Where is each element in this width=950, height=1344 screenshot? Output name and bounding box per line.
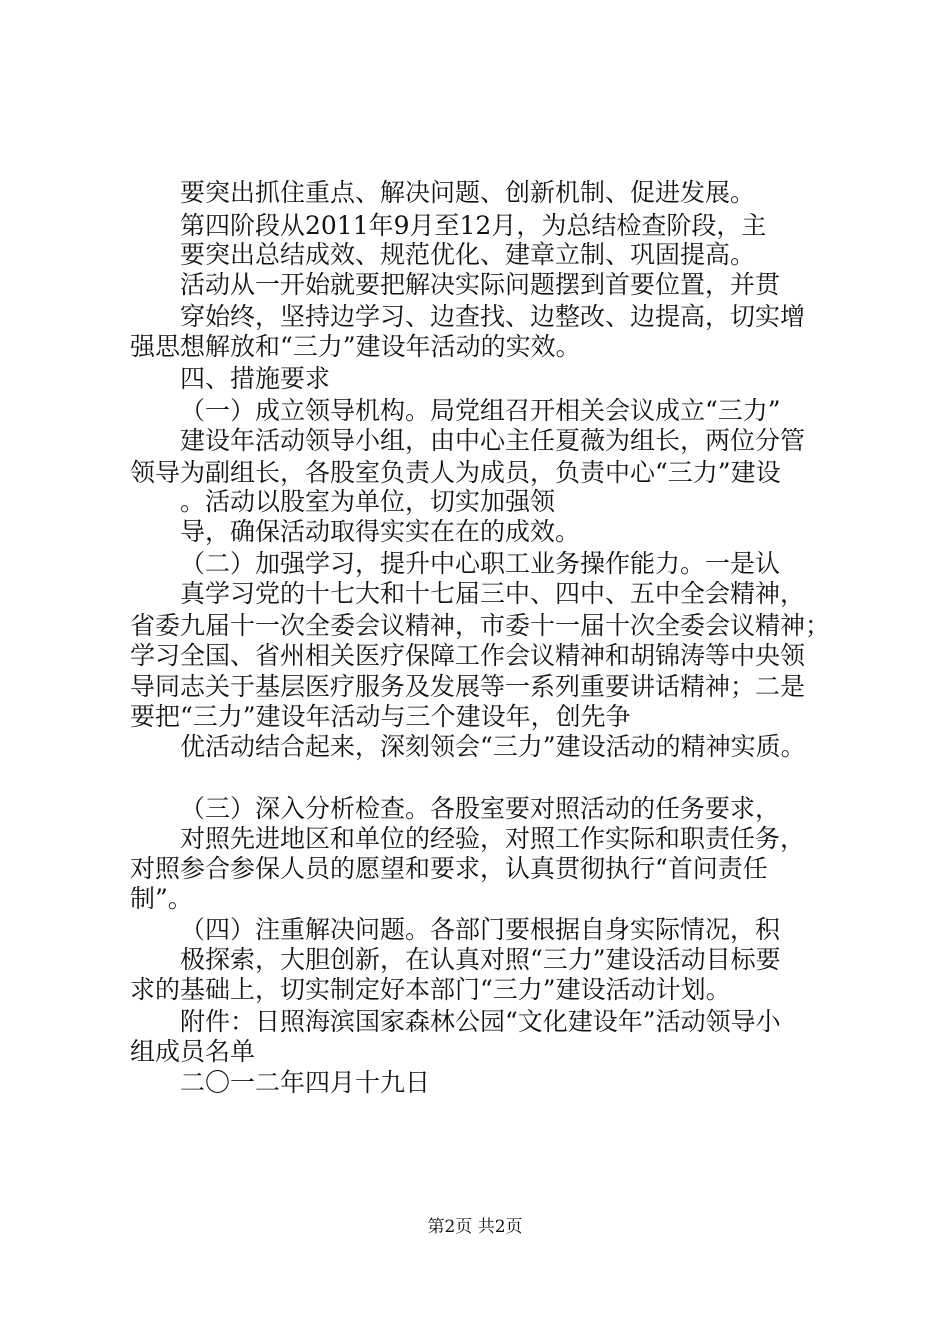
page-number-footer: 第2页 共2页 [427,1217,523,1237]
text-line-1: 要突出抓住重点、解决问题、创新机制、促进发展。 [180,178,756,207]
text-line-19: 优活动结合起来，深刻领会“三力”建设活动的精神实质。 [180,732,806,761]
text-line-17: 导同志关于基层医疗服务及发展等一系列重要讲话精神；二是 [130,672,806,701]
text-line-8: （一）成立领导机构。局党组召开相关会议成立“三力” [180,396,781,425]
text-line-24: （四）注重解决问题。各部门要根据自身实际情况，积 [180,915,781,944]
text-line-9: 建设年活动领导小组，由中心主任夏薇为组长，两位分管 [180,426,806,455]
text-line-18: 要把“三力”建设年活动与三个建设年，创先争 [130,702,631,731]
text-line-11: 。活动以股室为单位，切实加强领 [180,487,556,516]
document-date: 二〇一二年四月十九日 [180,1068,431,1097]
text-line-21: 对照先进地区和单位的经验，对照工作实际和职责任务， [180,824,806,853]
text-line-25: 极探索，大胆创新，在认真对照“三力”建设活动目标要 [180,945,781,974]
text-line-6: 强思想解放和“三力”建设年活动的实效。 [130,332,581,361]
text-line-10: 领导为副组长，各股室负责人为成员，负责中心“三力”建设 [130,458,781,487]
text-line-20: （三）深入分析检查。各股室要对照活动的任务要求， [180,794,781,823]
text-line-4: 活动从一开始就要把解决实际问题摆到首要位置，并贯 [180,270,781,299]
text-line-14: 真学习党的十七大和十七届三中、四中、五中全会精神， [180,579,806,608]
text-line-5: 穿始终，坚持边学习、边查找、边整改、边提高，切实增 [180,302,806,331]
section-heading: 四、措施要求 [180,364,331,393]
text-line-26: 求的基础上，切实制定好本部门“三力”建设活动计划。 [130,975,731,1004]
text-line-15: 省委九届十一次全委会议精神，市委十一届十次全委会议精神； [130,611,831,640]
text-line-28: 组成员名单 [130,1037,256,1066]
text-line-3: 要突出总结成效、规范优化、建章立制、巩固提高。 [180,240,756,269]
text-line-27: 附件：日照海滨国家森林公园“文化建设年”活动领导小 [180,1007,781,1036]
text-line-12: 导，确保活动取得实实在在的成效。 [180,517,581,546]
text-line-22: 对照参合参保人员的愿望和要求，认真贯彻执行“首问责任 [130,854,768,883]
text-line-13: （二）加强学习，提升中心职工业务操作能力。一是认 [180,549,781,578]
text-line-16: 学习全国、省州相关医疗保障工作会议精神和胡锦涛等中央领 [130,641,806,670]
text-line-2: 第四阶段从2011年9月至12月，为总结检查阶段，主 [180,211,767,240]
text-line-23: 制”。 [130,884,193,913]
